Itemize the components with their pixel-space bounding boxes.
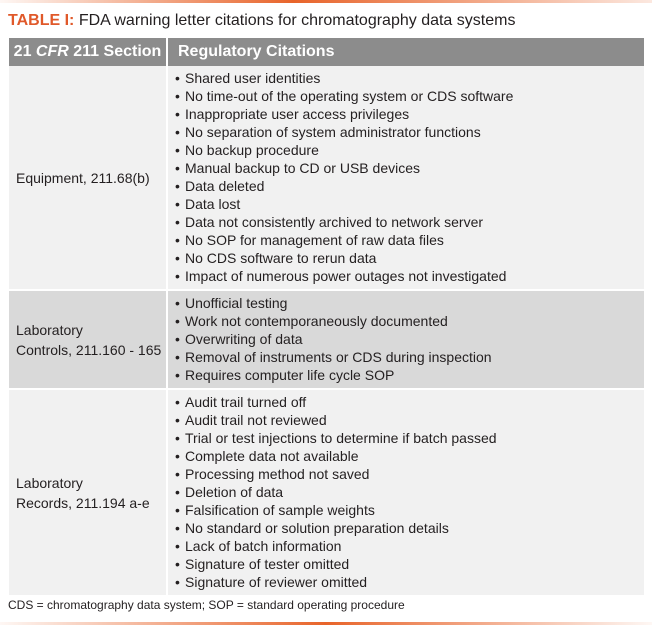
table-row [9,389,644,595]
section-line: Controls, 211.160 - 165 [16,341,162,358]
citation-item: • Data not consistently archived to network server [175,213,644,231]
citations-cell [167,66,644,290]
section-header-cfr: CFR [35,43,69,60]
citation-item: • No backup procedure [175,141,644,159]
section-header-suffix: 211 Section [68,43,162,60]
citation-item: • Signature of tester omitted [175,555,644,573]
section-column-header [9,38,167,66]
citation-item: • Work not contemporaneously documented [175,312,644,330]
citation-item: • No SOP for management of raw data files [175,231,644,249]
citation-item: • Unofficial testing [175,294,644,312]
section-line: Records, 211.194 a-e [16,494,150,511]
citation-list [175,69,644,285]
citations-column-header: Regulatory Citations [167,38,644,66]
table-row [9,290,644,389]
citations-table [9,38,644,595]
citation-item: • Complete data not available [175,447,644,465]
citation-item: • Audit trail not reviewed [175,411,644,429]
citation-item: • Processing method not saved [175,465,644,483]
citation-item: • Removal of instruments or CDS during inspection [175,348,644,366]
section-line: Laboratory [16,474,83,491]
citation-item: • Trial or test injections to determine if batch passed [175,429,644,447]
table-footnote: CDS = chromatography data system; SOP = standard operating procedure [8,598,405,612]
table-caption [8,11,515,31]
section-cell [9,66,167,290]
section-line: Equipment, 211.68(b) [16,169,150,186]
citation-item: • Inappropriate user access privileges [175,105,644,123]
section-cell [9,290,167,389]
citation-item: • Overwriting of data [175,330,644,348]
citation-item: • Deletion of data [175,483,644,501]
citation-item: • No time-out of the operating system or CDS software [175,87,644,105]
bottom-accent-rule [0,622,652,625]
section-header-prefix: 21 [13,43,36,60]
citation-item: • Data lost [175,195,644,213]
table-row [9,66,644,290]
table-header-row [9,38,644,66]
citation-item: • No standard or solution preparation details [175,519,644,537]
citation-item: • Impact of numerous power outages not investigated [175,267,644,285]
top-accent-rule [0,0,652,3]
section-cell [9,389,167,595]
citations-cell [167,290,644,389]
citations-cell [167,389,644,595]
citation-item: • Data deleted [175,177,644,195]
citation-item: • No separation of system administrator functions [175,123,644,141]
citation-item: • Audit trail turned off [175,393,644,411]
citation-item: • Requires computer life cycle SOP [175,366,644,384]
table-caption-text: FDA warning letter citations for chromatography data systems [78,12,516,29]
citation-item: • Manual backup to CD or USB devices [175,159,644,177]
citation-list [175,393,644,591]
citation-item: • Lack of batch information [175,537,644,555]
citation-item: • Shared user identities [175,69,644,87]
table-caption-label: TABLE I: [8,12,75,29]
section-line: Laboratory [16,321,83,338]
citation-item: • Falsification of sample weights [175,501,644,519]
citation-list [175,294,644,384]
citation-item: • No CDS software to rerun data [175,249,644,267]
citation-item: • Signature of reviewer omitted [175,573,644,591]
